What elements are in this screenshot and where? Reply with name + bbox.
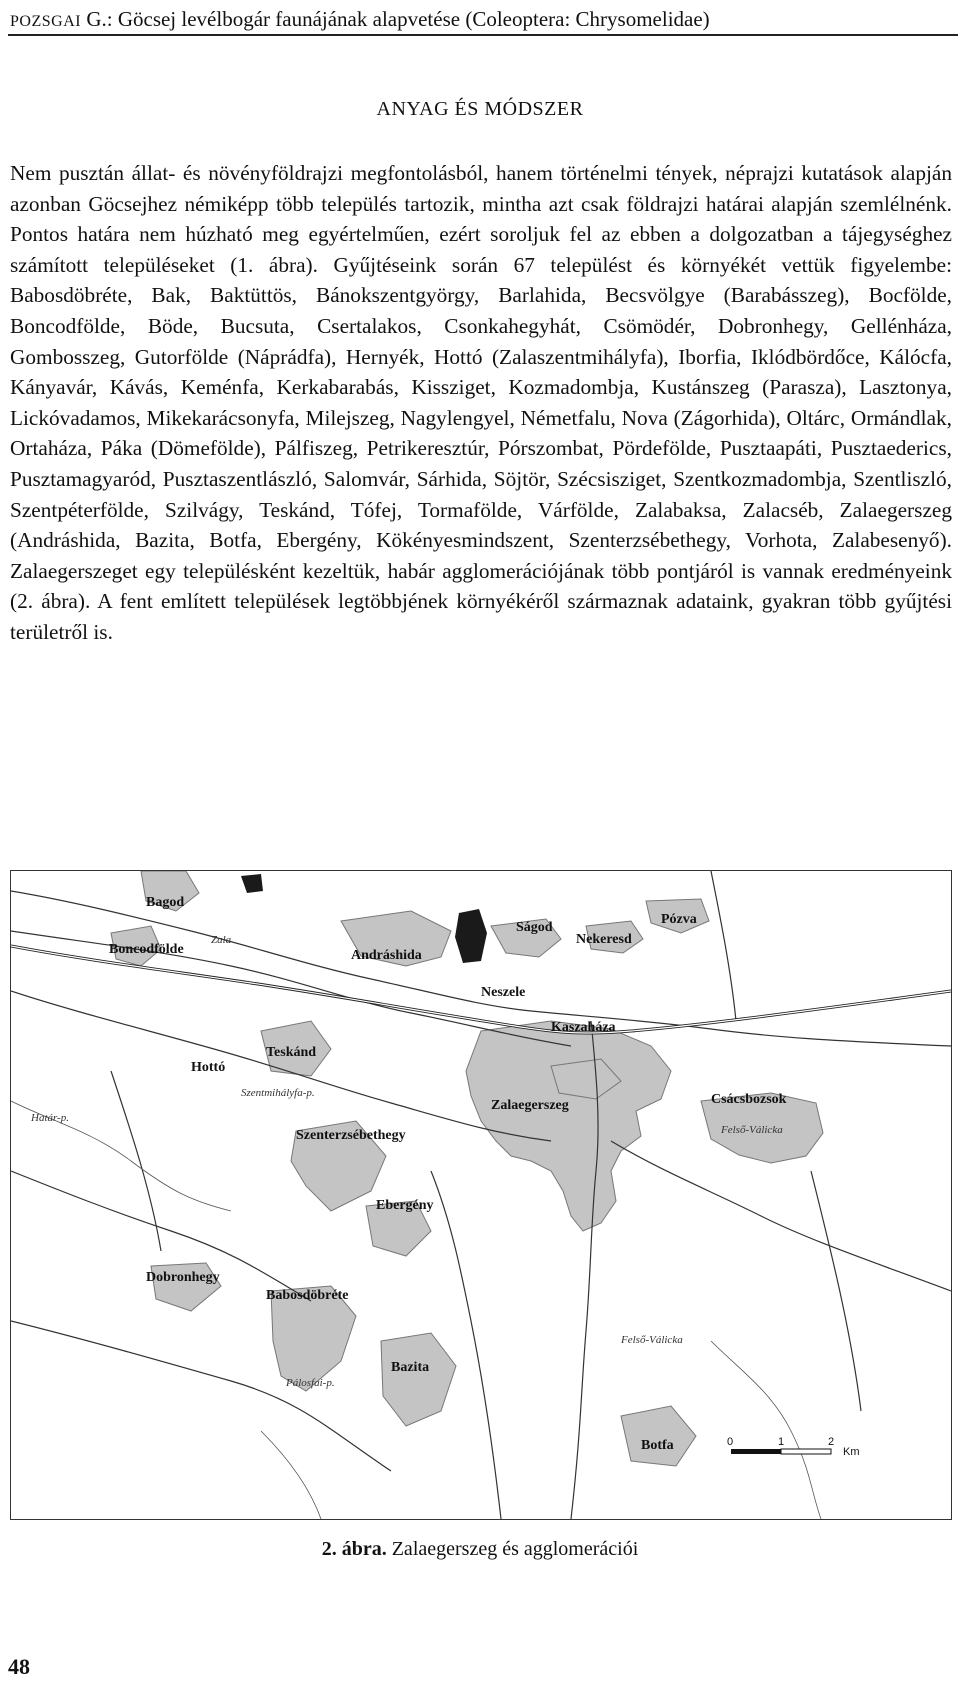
scale-segment-1 (731, 1449, 781, 1454)
label-ebergeny: Ebergény (376, 1198, 434, 1213)
label-andrashida: Andráshida (351, 948, 422, 963)
label-csacsbozsok: Csácsbozsok (711, 1092, 787, 1107)
header-rule (8, 34, 958, 36)
author-surname: OZSGAI (19, 13, 82, 30)
label-szenterzsebethegy: Szenterzsébethegy (296, 1128, 406, 1143)
section-title: ANYAG ÉS MÓDSZER (376, 98, 584, 120)
label-sagod: Ságod (516, 920, 553, 935)
label-kaszahaza: Kaszaháza (551, 1020, 616, 1035)
label-palosfai: Pálosfai-p. (286, 1377, 335, 1389)
label-bazita: Bazita (391, 1360, 430, 1375)
area-botfa (621, 1406, 696, 1466)
streams (11, 1101, 821, 1519)
label-pozva: Pózva (661, 912, 697, 927)
figure-caption (0, 1538, 960, 1561)
label-hatar: Határ-p. (31, 1112, 69, 1124)
label-bagod: Bagod (146, 895, 185, 910)
label-babosdobrete: Babosdöbréte (266, 1288, 349, 1303)
label-zala: Zala (211, 934, 232, 946)
body-paragraph: Nem pusztán állat- és növényföldrajzi megfontolásból, hanem történelmi tények, néprajzi kutatások alapján azonban Göcsejhez némiképp több település tartozik, mintha azt csak földrajzi határai alapján szemlélnénk. Pontos határa nem húzható meg egyértelműen, ezért soroljuk fel az ebben a dolgozatban a tájegységhez számított településeket (1. ábra). Gyűjtéseink során 67 települést és környékét vettük figyelembe: Babosdöbréte, Bak, Baktüttös, Bánokszentgyörgy, Barlahida, Becsvölgye (Barabásszeg), Bocfölde, Boncodfölde, Böde, Bucsuta, Csertalakos, Csonkahegyhát, Csömödér, Dobronhegy, Gellénháza, Gombosszeg, Gutorfölde (Náprádfa), Hernyék, Hottó (Zalaszentmihályfa), Iborfia, Iklódbördőce, Kálócfa, Kányavár, Kávás, Keménfa, Kerkabarabás, Kissziget, Kozmadombja, Kustánszeg (Parasza), Lasztonya, Lickóvadamos, Mikekarácsonyfa, Milejszeg, Nagylengyel, Németfalu, Nova (Zágorhida), Oltárc, Ormándlak, Ortaháza, Páka (Dömefölde), Pálfiszeg, Petrikeresztúr, Pórszombat, Pördefölde, Pusztaapáti, Pusztaederics, Pusztamagyaród, Pusztaszentlászló, Salomvár, Sárhida, Söjtör, Szécsisziget, Szentkozmadombja, Szentliszló, Szentpéterfölde, Szilvágy, Teskánd, Tófej, Tormafölde, Várfölde, Zalabaksa, Zalacséb, Zalaegerszeg (Andráshida, Bazita, Botfa, Ebergény, Kökényesmindszent, Szenterzsébethegy, Vorhota, Zalabesenyő). Zalaegerszeget egy településként kezeltük, habár agglomerációjának több pontjáról is vannak eredményeink (2. ábra). A fent említett települések legtöbbjének környékéről származnak adataink, gyakran több gyűjtési területről is. (10, 161, 952, 644)
scale-label-1: 1 (778, 1436, 785, 1448)
area-zalaegerszeg (466, 1021, 671, 1231)
label-dobronhegy: Dobronhegy (146, 1270, 220, 1285)
scale-segment-2 (781, 1449, 831, 1454)
scale-label-0: 0 (727, 1436, 734, 1448)
label-hotto: Hottó (191, 1060, 226, 1075)
label-zalaegerszeg: Zalaegerszeg (491, 1098, 569, 1113)
scale-label-2: 2 (828, 1436, 835, 1448)
running-header (10, 4, 955, 34)
caption-text: Zalaegerszeg és agglomerációi (386, 1538, 639, 1560)
label-neszele: Neszele (481, 985, 526, 1000)
page-number: 48 (8, 1654, 30, 1679)
label-szentmihalyfa: Szentmihályfa-p. (241, 1087, 315, 1099)
label-felso-valicka-2: Felső-Válicka (621, 1334, 683, 1346)
scale-bar (727, 1436, 860, 1458)
label-teskand: Teskánd (266, 1045, 317, 1060)
author-initial: P (10, 13, 20, 30)
article-title: G.: Göcsej levélbogár faunájának alapvetése (Coleoptera: Chrysomelidae) (81, 7, 710, 31)
label-nekeresd: Nekeresd (576, 932, 632, 947)
label-botfa: Botfa (641, 1438, 674, 1453)
figure-map (10, 870, 952, 1520)
label-felso-valicka-1: Felső-Válicka (721, 1124, 783, 1136)
area-bazita (381, 1333, 456, 1426)
caption-label: 2. ábra. (321, 1538, 387, 1560)
map-svg (11, 871, 951, 1519)
scale-unit: Km (843, 1446, 860, 1458)
label-boncodfolde: Boncodfölde (109, 942, 184, 957)
